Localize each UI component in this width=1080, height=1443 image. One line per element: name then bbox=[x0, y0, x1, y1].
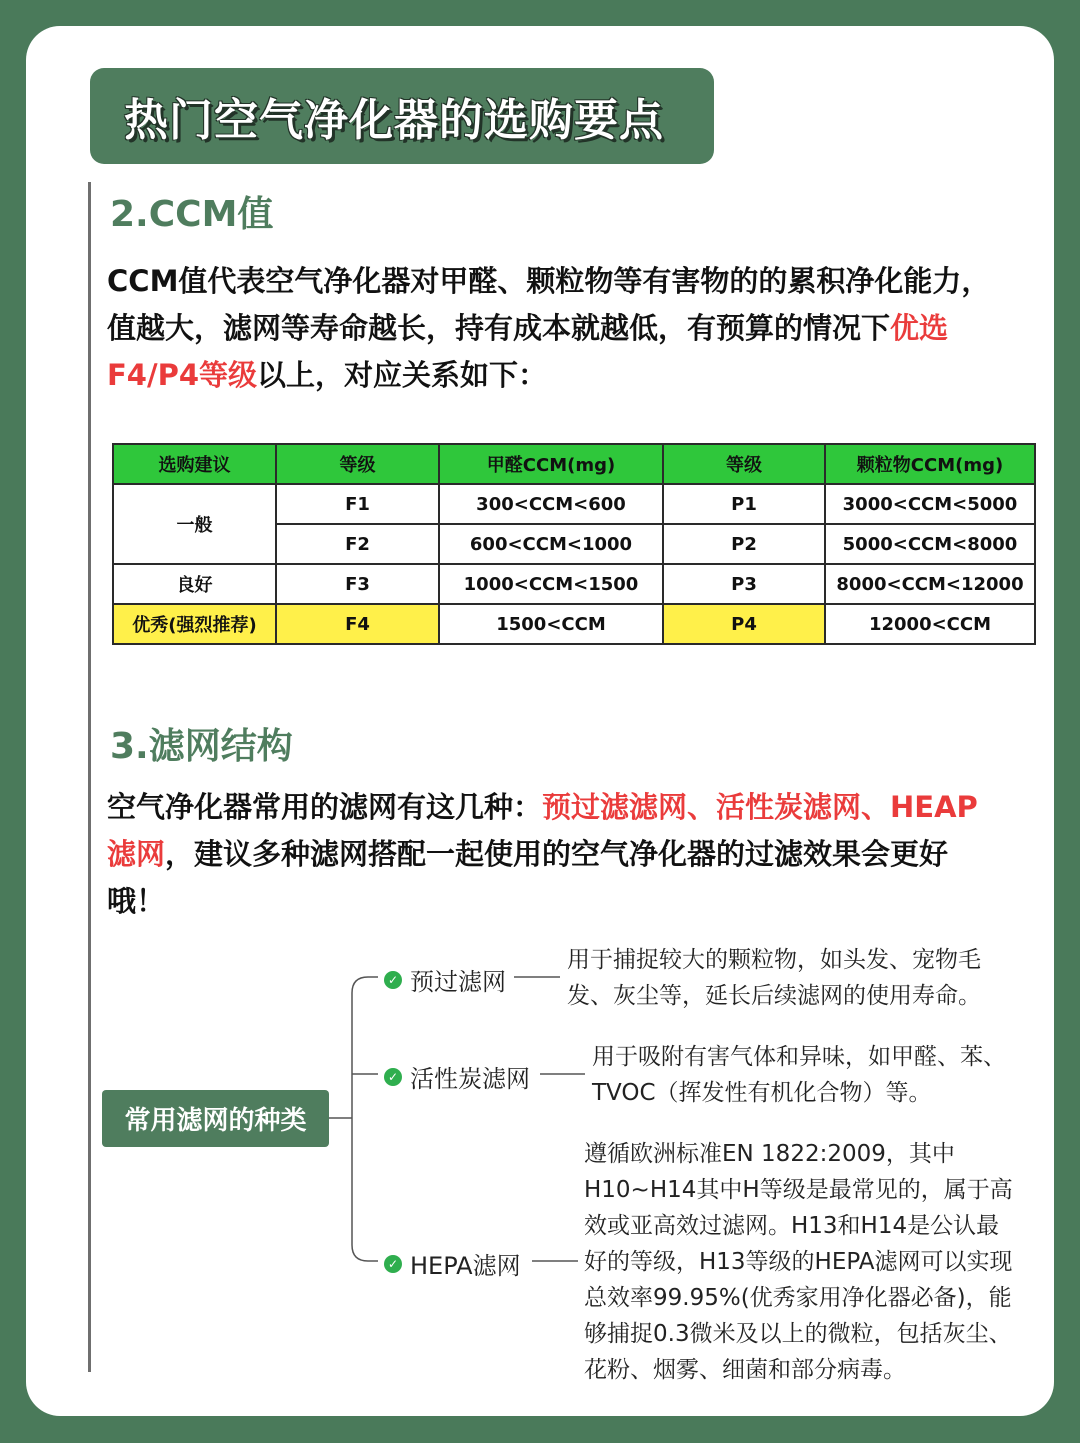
tree-node-description bbox=[584, 1136, 1013, 1388]
desc-line: 够捕捉0.3微米及以上的微粒，包括灰尘、 bbox=[584, 1321, 1012, 1347]
header-particle-ccm: 颗粒物CCM(mg) bbox=[825, 444, 1035, 484]
tree-node-hepa bbox=[384, 1246, 521, 1281]
section2-highlight-2: F4/P4等级 bbox=[107, 358, 258, 392]
formaldehyde-ccm-cell: 1500<CCM bbox=[439, 604, 663, 644]
f-grade-cell: F4 bbox=[276, 604, 439, 644]
p-grade-cell: P2 bbox=[663, 524, 825, 564]
formaldehyde-ccm-cell: 1000<CCM<1500 bbox=[439, 564, 663, 604]
header-p-grade: 等级 bbox=[663, 444, 825, 484]
page-title: 热门空气净化器的选购要点 bbox=[124, 95, 664, 146]
header-advice: 选购建议 bbox=[113, 444, 276, 484]
section3-heading: 3.滤网结构 bbox=[110, 726, 293, 767]
section2-line3: 以上，对应关系如下： bbox=[257, 358, 548, 392]
tree-root-node: 常用滤网的种类 bbox=[102, 1090, 329, 1147]
desc-line: TVOC（挥发性有机化合物）等。 bbox=[592, 1080, 932, 1106]
advice-cell: 优秀(强烈推荐) bbox=[113, 604, 276, 644]
tree-node-description bbox=[567, 942, 981, 1014]
tree-node-activated-carbon bbox=[384, 1059, 530, 1094]
desc-line: 发、灰尘等，延长后续滤网的使用寿命。 bbox=[567, 983, 981, 1009]
formaldehyde-ccm-cell: 600<CCM<1000 bbox=[439, 524, 663, 564]
section2-heading: 2.CCM值 bbox=[110, 194, 274, 235]
header-f-grade: 等级 bbox=[276, 444, 439, 484]
section3-highlight-2: 滤网 bbox=[107, 837, 166, 871]
advice-cell: 良好 bbox=[113, 564, 276, 604]
f-grade-cell: F1 bbox=[276, 484, 439, 524]
section2-line2: 值越大，滤网等寿命越长，持有成本就越低，有预算的情况下 bbox=[107, 311, 891, 345]
particle-ccm-cell: 12000<CCM bbox=[825, 604, 1035, 644]
section3-highlight-1: 预过滤滤网、活性炭滤网、HEAP bbox=[542, 790, 978, 824]
desc-line: 好的等级，H13等级的HEPA滤网可以实现 bbox=[584, 1249, 1013, 1275]
desc-line: 总效率99.95%(优秀家用净化器必备)，能 bbox=[584, 1285, 1012, 1311]
particle-ccm-cell: 8000<CCM<12000 bbox=[825, 564, 1035, 604]
section2-line1: CCM值代表空气净化器对甲醛、颗粒物等有害物的的累积净化能力， bbox=[107, 264, 991, 298]
check-circle-icon: ✓ bbox=[384, 1255, 402, 1273]
section2-highlight-1: 优选 bbox=[890, 311, 949, 345]
advice-cell: 一般 bbox=[113, 484, 276, 564]
f-grade-cell: F3 bbox=[276, 564, 439, 604]
desc-line: 用于捕捉较大的颗粒物，如头发、宠物毛 bbox=[567, 947, 981, 973]
f-grade-cell: F2 bbox=[276, 524, 439, 564]
desc-line: H10~H14其中H等级是最常见的，属于高 bbox=[584, 1177, 1013, 1203]
p-grade-cell: P4 bbox=[663, 604, 825, 644]
section3-line2: ，建议多种滤网搭配一起使用的空气净化器的过滤效果会更好 bbox=[165, 837, 949, 871]
tree-node-description bbox=[592, 1039, 1006, 1111]
tree-node-label: 活性炭滤网 bbox=[410, 1065, 530, 1093]
p-grade-cell: P1 bbox=[663, 484, 825, 524]
particle-ccm-cell: 3000<CCM<5000 bbox=[825, 484, 1035, 524]
header-formaldehyde-ccm: 甲醛CCM(mg) bbox=[439, 444, 663, 484]
check-circle-icon: ✓ bbox=[384, 971, 402, 989]
desc-line: 效或亚高效过滤网。H13和H14是公认最 bbox=[584, 1213, 1000, 1239]
tree-node-label: HEPA滤网 bbox=[410, 1252, 521, 1280]
formaldehyde-ccm-cell: 300<CCM<600 bbox=[439, 484, 663, 524]
check-circle-icon: ✓ bbox=[384, 1068, 402, 1086]
section3-line1: 空气净化器常用的滤网有这几种： bbox=[107, 790, 543, 824]
desc-line: 遵循欧洲标准EN 1822:2009，其中 bbox=[584, 1141, 955, 1167]
desc-line: 用于吸附有害气体和异味，如甲醛、苯、 bbox=[592, 1044, 1006, 1070]
tree-node-prefilter bbox=[384, 962, 506, 997]
particle-ccm-cell: 5000<CCM<8000 bbox=[825, 524, 1035, 564]
section3-line3: 哦！ bbox=[107, 884, 166, 918]
p-grade-cell: P3 bbox=[663, 564, 825, 604]
tree-node-label: 预过滤网 bbox=[410, 968, 506, 996]
branch-trunk bbox=[352, 977, 368, 1261]
desc-line: 花粉、烟雾、细菌和部分病毒。 bbox=[584, 1357, 906, 1383]
